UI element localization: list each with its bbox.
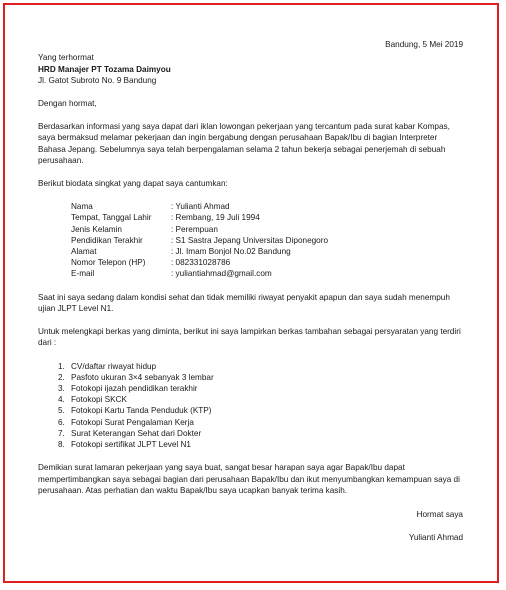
bio-intro: Berikut biodata singkat yang dapat saya cantumkan: <box>38 178 228 188</box>
opening-paragraph: Berdasarkan informasi yang saya dapat dari iklan lowongan pekerjaan yang tercantum pada surat kabar Kompas, saya bermaksud melamar pekerjaan dan ingin bergabung dengan perusahaan Bapak/Ibu di bagian Interpreter Bahasa Jepang. Sebelumnya saya telah berpengalaman selama 2 tahun bekerja sebagai penerjemah di sebuah perusahaan. <box>38 121 450 166</box>
list-item-number: 8. <box>58 440 65 450</box>
bio-label: Jenis Kelamin <box>71 224 122 234</box>
list-item <box>58 405 463 416</box>
bio-value: : S1 Sastra Jepang Universitas Diponegoro <box>171 235 329 245</box>
sign-off: Hormat saya <box>416 509 463 519</box>
bio-value: : yuliantiahmad@gmail.com <box>171 269 272 279</box>
bio-label: E-mail <box>71 269 95 279</box>
list-item-number: 1. <box>58 361 65 371</box>
bio-value: : 082331028786 <box>171 258 231 268</box>
attachments-intro: Untuk melengkapi berkas yang diminta, berikut ini saya lampirkan berkas tambahan sebagai persyaratan yang terdiri dari : <box>38 326 461 348</box>
recipient-block <box>38 52 463 86</box>
health-paragraph: Saat ini saya sedang dalam kondisi sehat dan tidak memiliki riwayat penyakit apapun dan saya sudah menempuh ujian JLPT Level N1. <box>38 292 450 314</box>
list-item-text: Fotokopi ijazah pendidikan terakhir <box>71 384 198 394</box>
list-item <box>58 372 463 383</box>
attachments-list <box>38 361 463 451</box>
bio-label: Nama <box>71 202 93 212</box>
list-item <box>58 383 463 394</box>
bio-value: : Yulianti Ahmad <box>171 202 230 212</box>
list-item <box>58 394 463 405</box>
list-item-text: CV/daftar riwayat hidup <box>71 361 157 371</box>
bio-value: : Rembang, 19 Juli 1994 <box>171 213 260 223</box>
closing-paragraph: Demikian surat lamaran pekerjaan yang saya buat, sangat besar harapan saya agar Bapak/Ibu dapat mempertimbangkan saya sebagai bagian dari perusahaan Bapak/Ibu dan ikut menyumbangkan kemampuan saya di perusahaan. Atas perhatian dan waktu Bapak/Ibu saya ucapkan banyak terima kasih. <box>38 463 460 496</box>
list-item-number: 4. <box>58 395 65 405</box>
bio-row <box>71 224 328 235</box>
list-item <box>58 361 463 372</box>
bio-row <box>71 257 328 268</box>
list-item-text: Fotokopi Kartu Tanda Penduduk (KTP) <box>71 406 212 416</box>
bio-row <box>71 246 328 257</box>
bio-label: Tempat, Tanggal Lahir <box>71 213 152 223</box>
list-item <box>58 428 463 439</box>
bio-row <box>71 235 328 246</box>
list-item <box>58 417 463 428</box>
list-item-number: 5. <box>58 406 65 416</box>
bio-label: Pendidikan Terakhir <box>71 235 143 245</box>
list-item-number: 2. <box>58 372 65 382</box>
bio-value: : Jl. Imam Bonjol No.02 Bandung <box>171 247 291 257</box>
bio-row <box>71 201 328 212</box>
list-item-number: 3. <box>58 384 65 394</box>
bio-label: Alamat <box>71 247 97 257</box>
list-item-text: Pasfoto ukuran 3×4 sebanyak 3 lembar <box>71 372 214 382</box>
bio-label: Nomor Telepon (HP) <box>71 258 146 268</box>
recipient-greeting: Yang terhormat <box>38 53 94 63</box>
bio-row <box>71 268 328 279</box>
list-item-number: 6. <box>58 417 65 427</box>
list-item-text: Fotokopi SKCK <box>71 395 127 405</box>
bio-row <box>71 212 328 223</box>
biodata-table <box>71 201 328 279</box>
application-letter <box>38 39 463 543</box>
signer-name: Yulianti Ahmad <box>408 532 463 542</box>
letter-place-date: Bandung, 5 Mei 2019 <box>385 40 463 49</box>
list-item-text: Fotokopi Surat Pengalaman Kerja <box>71 417 194 427</box>
recipient-name: HRD Manajer PT Tozama Daimyou <box>38 64 171 74</box>
recipient-address: Jl. Gatot Subroto No. 9 Bandung <box>38 76 157 86</box>
bio-value: : Perempuan <box>171 224 218 234</box>
salutation: Dengan hormat, <box>38 99 97 109</box>
list-item-text: Surat Keterangan Sehat dari Dokter <box>71 428 202 438</box>
list-item <box>58 439 463 450</box>
list-item-number: 7. <box>58 428 65 438</box>
list-item-text: Fotokopi sertifikat JLPT Level N1 <box>71 440 191 450</box>
